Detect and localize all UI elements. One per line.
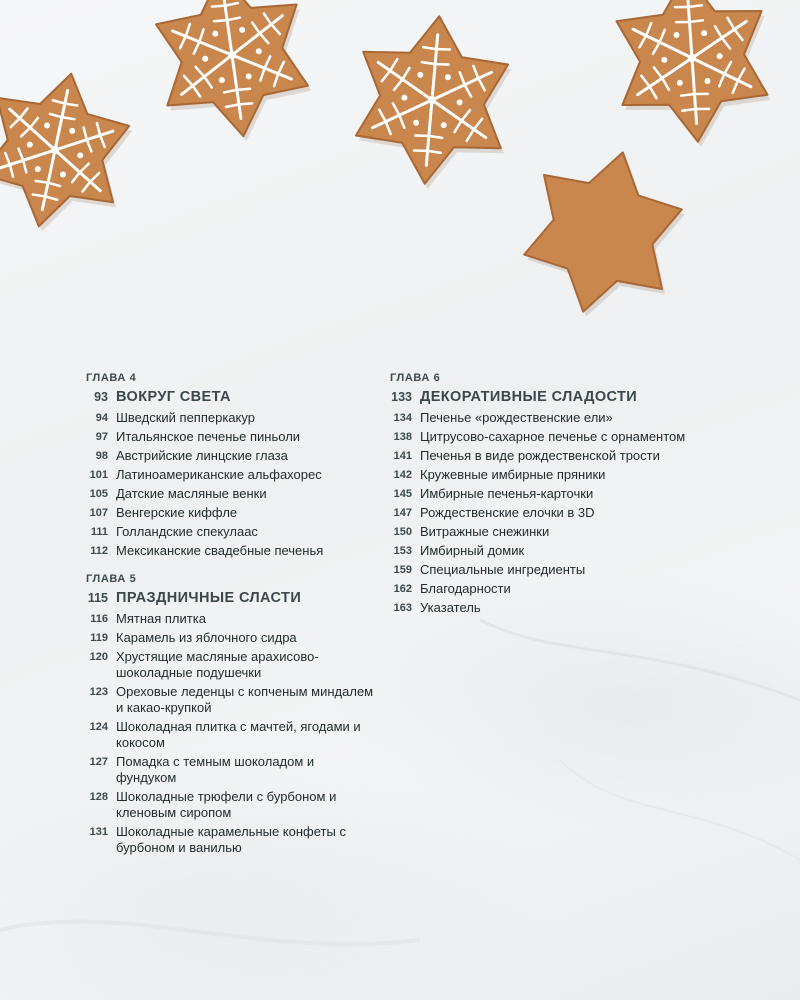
entry-title: Помадка с темным шоколадом и фундуком	[116, 754, 315, 785]
iced-snowflake-cookie	[617, 0, 771, 147]
iced-snowflake-cookie	[156, 0, 311, 141]
entry-title: Имбирный домик	[420, 543, 525, 558]
entry-title: Указатель	[420, 600, 481, 615]
page-number: 127	[89, 756, 108, 768]
entry-title: Цитрусово-сахарное печенье с орнаментом	[420, 429, 686, 444]
entry-title: Шоколадные трюфели с бурбоном и кленовым сиропом	[116, 789, 337, 820]
page-number: 138	[393, 431, 412, 443]
toc-entry[interactable]	[390, 524, 690, 540]
page-number: 116	[90, 613, 108, 625]
toc-entry[interactable]	[390, 410, 690, 426]
chapter-title: ДЕКОРАТИВНЫЕ СЛАДОСТИ	[420, 389, 638, 405]
toc-entry[interactable]	[86, 467, 376, 483]
page-number: 93	[94, 390, 108, 404]
entry-title: Печенья в виде рождественской трости	[420, 448, 660, 463]
entry-title: Специальные ингредиенты	[420, 562, 586, 577]
toc-entry[interactable]	[86, 448, 376, 464]
page-number: 119	[90, 632, 108, 644]
iced-snowflake-cookie	[0, 74, 132, 232]
page-number: 133	[391, 390, 412, 404]
page-number: 159	[393, 564, 412, 576]
chapter-5	[86, 573, 376, 856]
entry-title: Печенье «рождественские ели»	[420, 410, 613, 425]
iced-snowflake-cookie	[356, 16, 511, 188]
entry-title: Рождественские елочки в 3D	[420, 505, 595, 520]
chapter-label: ГЛАВА 5	[86, 573, 137, 585]
toc-entry[interactable]	[86, 410, 376, 426]
page-number: 134	[393, 412, 412, 424]
toc-entry[interactable]	[390, 581, 690, 597]
toc-entry[interactable]	[390, 448, 690, 464]
toc-entry[interactable]	[390, 543, 690, 559]
page-number: 105	[89, 488, 108, 500]
toc-entry[interactable]	[390, 486, 690, 502]
plain-snowflake-cookie	[524, 152, 685, 316]
entry-title: Датские масляные венки	[116, 486, 267, 501]
chapter-title-row[interactable]	[390, 388, 690, 406]
entry-title: Шоколадные карамельные конфеты с бурбоном и ванилью	[116, 824, 346, 855]
page-number: 123	[89, 686, 108, 698]
entry-title: Венгерские киффле	[116, 505, 238, 520]
page-number: 153	[393, 545, 412, 557]
toc-entry[interactable]	[86, 429, 376, 445]
entry-title: Итальянское печенье пиньоли	[116, 429, 301, 444]
page-number: 112	[90, 545, 108, 557]
page-number: 120	[89, 651, 108, 663]
toc-entry[interactable]	[390, 505, 690, 521]
page-number: 142	[393, 469, 412, 481]
toc-entry[interactable]	[390, 600, 690, 616]
entry-title: Голландские спекулаас	[116, 524, 258, 539]
chapter-4	[86, 372, 376, 559]
toc-entry[interactable]	[86, 684, 376, 716]
page-number: 94	[95, 412, 108, 424]
page-number: 98	[95, 450, 108, 462]
toc-entry[interactable]	[86, 789, 376, 821]
toc-entry[interactable]	[86, 630, 376, 646]
entry-title: Хрустящие масляные арахисово-шоколадные подушечки	[116, 649, 319, 680]
chapter-title-row[interactable]	[86, 388, 376, 406]
entry-title: Шоколадная плитка с мачтей, ягодами и кокосом	[116, 719, 361, 750]
page-number: 128	[89, 791, 108, 803]
entry-title: Ореховые леденцы с копченым миндалем и какао-крупкой	[116, 684, 374, 715]
toc-entry[interactable]	[86, 611, 376, 627]
toc-entry[interactable]	[86, 505, 376, 521]
toc-entry[interactable]	[390, 467, 690, 483]
page-number: 162	[393, 583, 412, 595]
toc-entry[interactable]	[86, 543, 376, 559]
entry-title: Латиноамериканские альфахорес	[116, 467, 322, 482]
page-number: 124	[89, 721, 108, 733]
toc-entry[interactable]	[86, 649, 376, 681]
page-number: 111	[90, 526, 108, 538]
entry-title: Мексиканские свадебные печенья	[116, 543, 324, 558]
page-number: 147	[393, 507, 412, 519]
page-number: 150	[393, 526, 412, 538]
toc-entry[interactable]	[86, 754, 376, 786]
toc-entry[interactable]	[86, 486, 376, 502]
toc-right-column	[390, 372, 690, 630]
entry-title: Карамель из яблочного сидра	[116, 630, 297, 645]
entry-title: Имбирные печенья-карточки	[420, 486, 594, 501]
page-number: 145	[393, 488, 412, 500]
entry-title: Кружевные имбирные пряники	[420, 467, 606, 482]
entry-title: Благодарности	[420, 581, 511, 596]
toc-entry[interactable]	[86, 824, 376, 856]
cookie-decorations	[0, 0, 800, 330]
chapter-6	[390, 372, 690, 616]
chapter-label: ГЛАВА 6	[390, 372, 441, 384]
entry-title: Шведский пепперкакур	[116, 410, 255, 425]
page-number: 97	[95, 431, 108, 443]
chapter-title: ПРАЗДНИЧНЫЕ СЛАСТИ	[116, 590, 302, 606]
chapter-title: ВОКРУГ СВЕТА	[116, 389, 231, 405]
page-number: 131	[89, 826, 108, 838]
toc-entry[interactable]	[390, 562, 690, 578]
chapter-label: ГЛАВА 4	[86, 372, 137, 384]
toc-entry[interactable]	[390, 429, 690, 445]
page-number: 101	[89, 469, 108, 481]
page-number: 115	[87, 591, 108, 605]
toc-entry[interactable]	[86, 524, 376, 540]
page-number: 141	[393, 450, 412, 462]
toc-left-column	[86, 372, 376, 870]
entry-title: Австрийские линцские глаза	[116, 448, 288, 463]
toc-entry[interactable]	[86, 719, 376, 751]
chapter-title-row[interactable]	[86, 589, 376, 607]
page-number: 107	[89, 507, 108, 519]
page-number: 163	[393, 602, 412, 614]
entry-title: Витражные снежинки	[420, 524, 550, 539]
entry-title: Мятная плитка	[116, 611, 206, 626]
